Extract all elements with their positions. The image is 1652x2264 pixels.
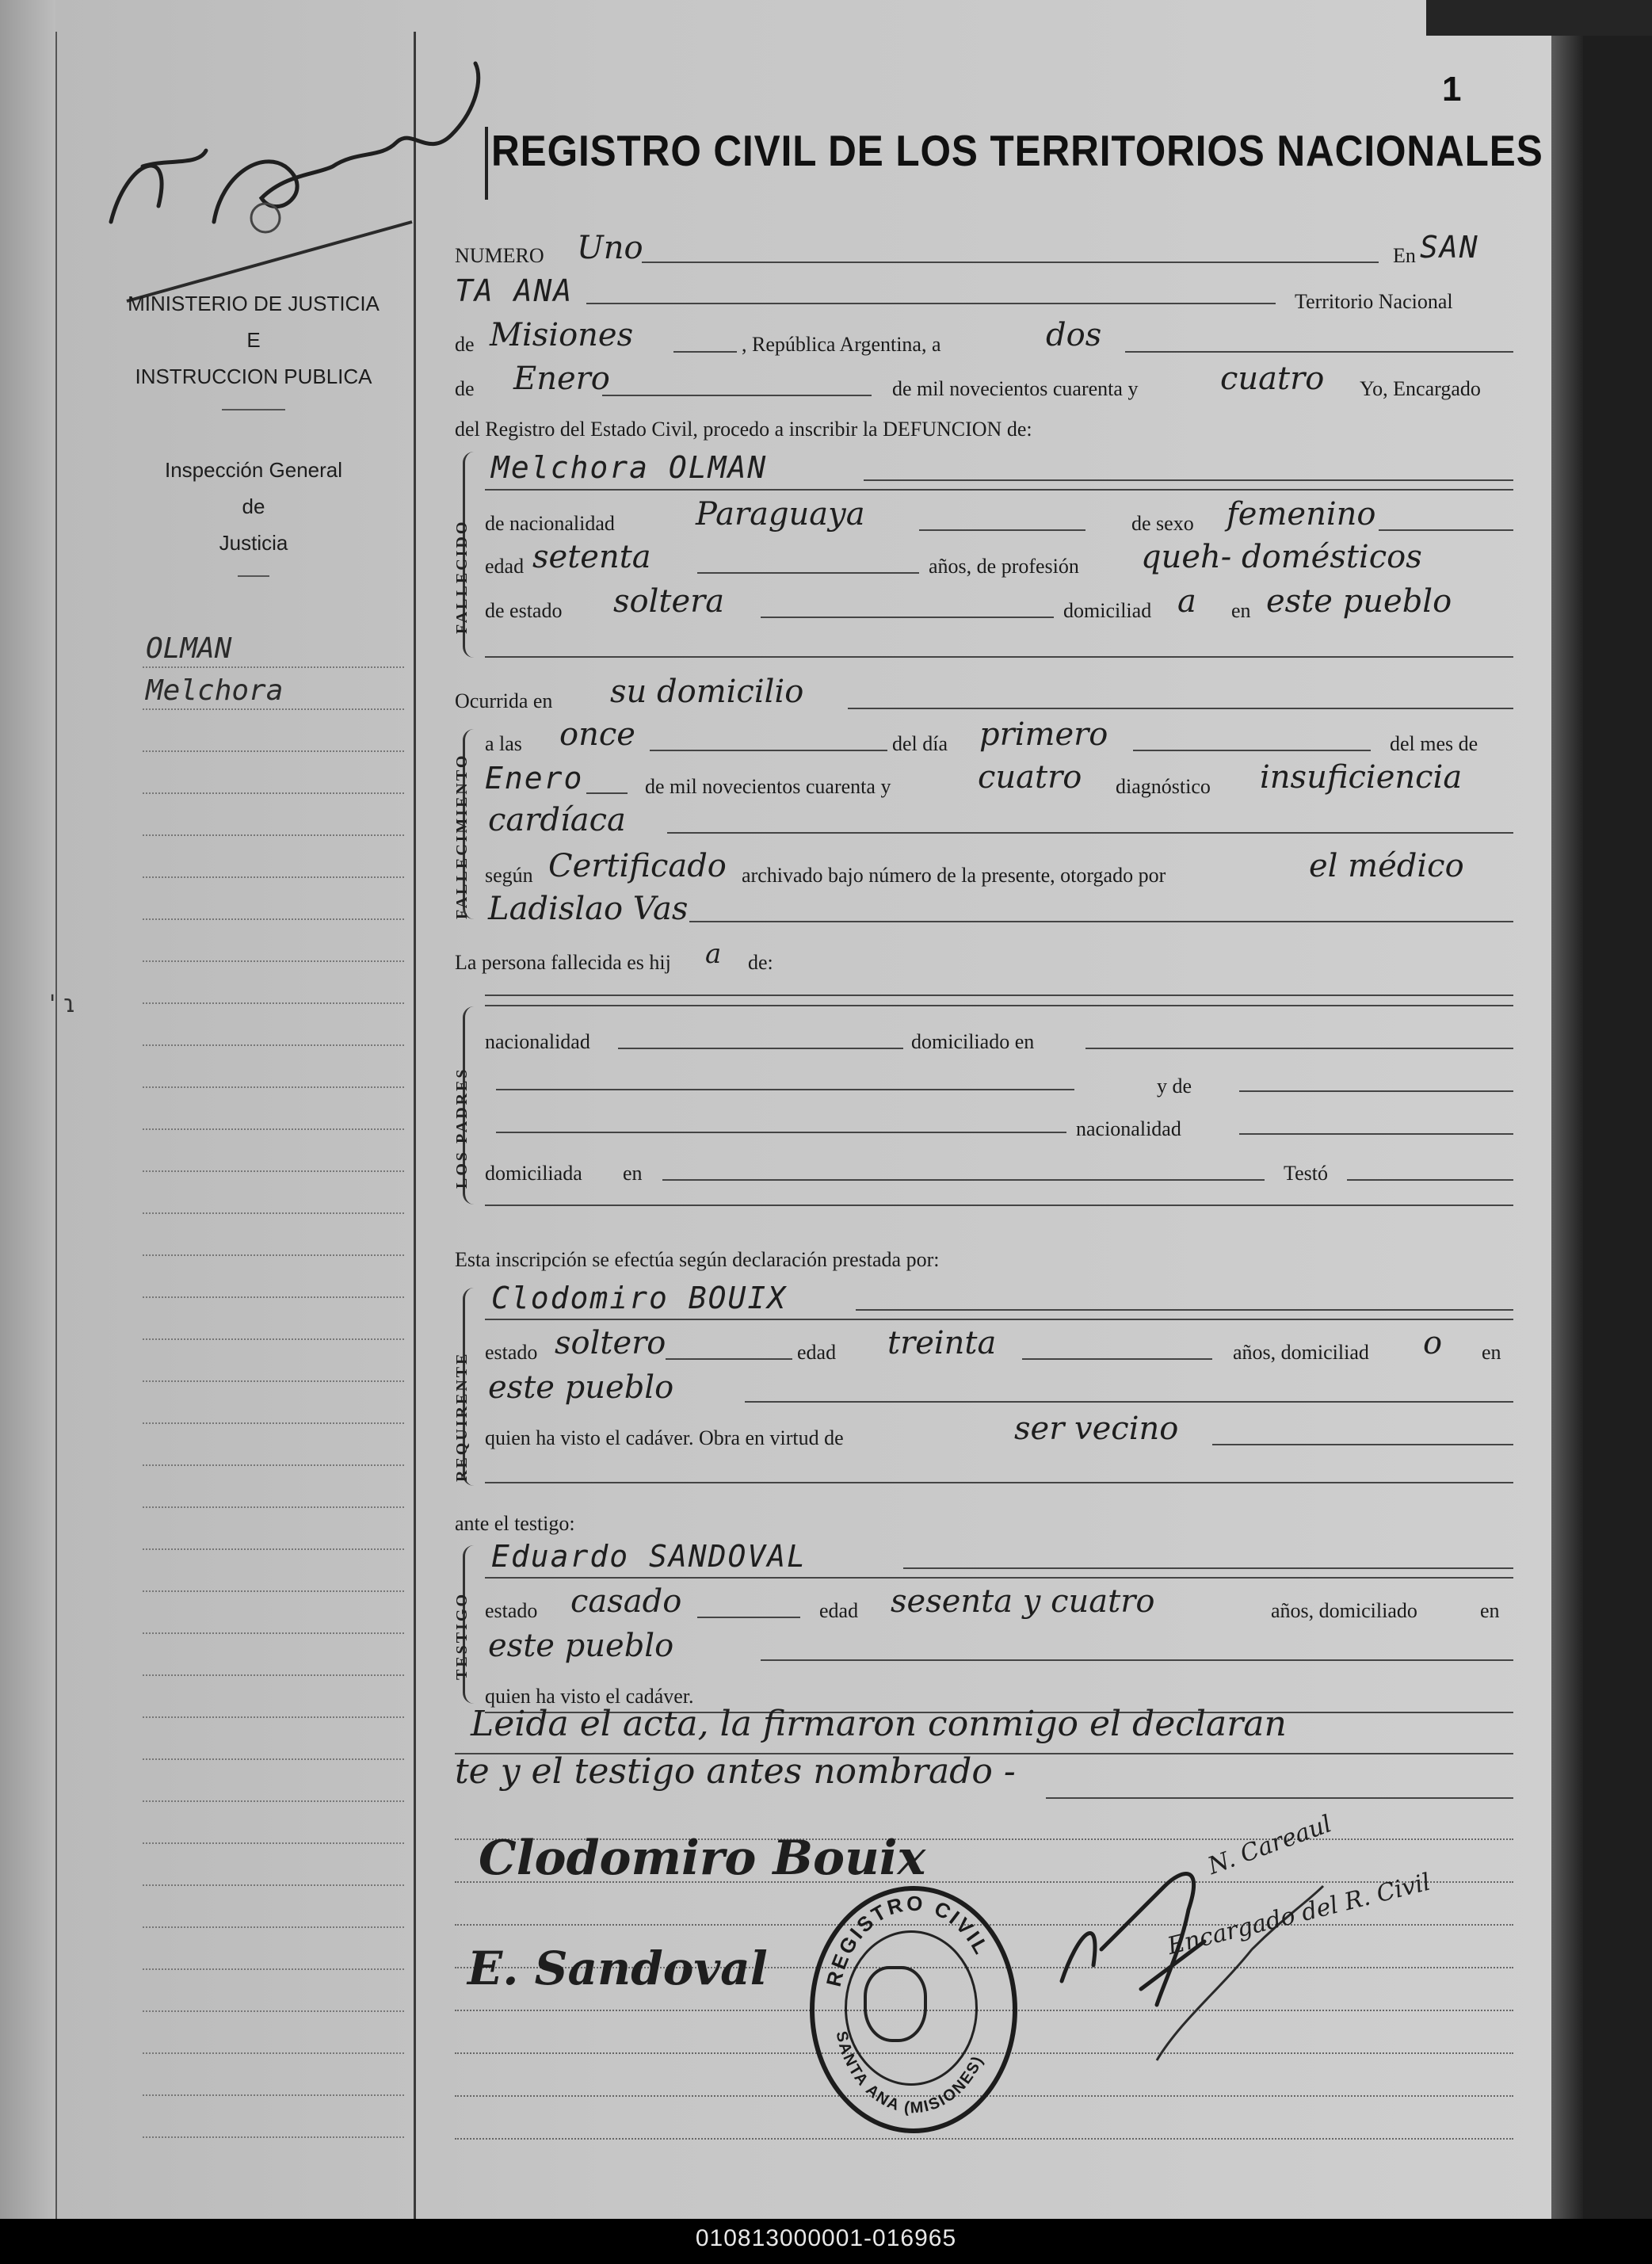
estado-label: estado: [485, 1341, 538, 1364]
coat-of-arms-icon: [864, 1966, 927, 2042]
margin-name-lines: [143, 626, 404, 2138]
ministry-line-1: MINISTERIO DE JUSTICIA: [128, 292, 380, 315]
nacionalidad2-label: nacionalidad: [1076, 1117, 1181, 1140]
mes-value: Enero: [513, 361, 610, 397]
numero-label: NUMERO: [455, 244, 544, 267]
inspection-line-3: Justicia: [219, 531, 288, 555]
requirente-name: Clodomiro BOUIX: [491, 1281, 788, 1315]
document-title: REGISTRO CIVIL DE LOS TERRITORIOS NACIONALES: [491, 126, 1543, 175]
dia-value: primero: [979, 716, 1108, 753]
divider: [238, 575, 269, 577]
book-binding: [0, 0, 55, 2219]
en-label: en: [1231, 599, 1251, 622]
domiciliado-label: domiciliado en: [911, 1030, 1035, 1053]
virtud-value: ser vecino: [1014, 1411, 1179, 1447]
encargado-label: Yo, Encargado: [1360, 377, 1481, 400]
anio-label: de mil novecientos cuarenta y: [892, 377, 1139, 400]
fallecido-name: Melchora OLMAN: [491, 450, 768, 485]
hijo-suffix: a: [705, 938, 722, 970]
edad-value: treinta: [887, 1325, 997, 1361]
domicilio-label: domiciliad: [1063, 599, 1152, 622]
nacionalidad-label: de nacionalidad: [485, 512, 615, 535]
de-label: de: [455, 333, 475, 356]
en-label: en: [1482, 1341, 1501, 1364]
estado-value: casado: [570, 1583, 682, 1620]
archivado-label: archivado bajo número de la presente, otorgado por: [742, 864, 1166, 887]
title-bracket: [485, 127, 488, 200]
book-corner: [1426, 0, 1652, 36]
fallecimiento-section-label: FALLECIMIENTO: [453, 753, 471, 919]
inspection-line-2: de: [242, 494, 265, 518]
territorio-label: Territorio Nacional: [1295, 290, 1453, 313]
visto-label: quien ha visto el cadáver. Obra en virtud de: [485, 1426, 844, 1449]
requirente-intro: Esta inscripción se efectúa según declaración prestada por:: [455, 1248, 940, 1271]
estado-label: estado: [485, 1599, 538, 1622]
domiciliada-label: domiciliada: [485, 1162, 582, 1185]
y-de-label: y de: [1157, 1075, 1192, 1098]
stamp-bottom-text: SANTA ANA (MISIONES): [832, 2029, 987, 2117]
domicilio-value: este pueblo: [488, 1628, 674, 1664]
declarante-signature: Clodomiro Bouix: [479, 1831, 926, 1886]
en-label: En: [1393, 244, 1416, 267]
mes-value: Enero: [485, 761, 584, 796]
a-las-label: a las: [485, 732, 522, 755]
padres-section-label: LOS PADRES: [453, 1067, 471, 1189]
territorio-value: Misiones: [490, 317, 634, 353]
edad-label: edad: [797, 1341, 837, 1364]
profesion-label: años, de profesión: [929, 555, 1079, 578]
padres-de-label: de:: [748, 951, 773, 974]
closing-line-2: te y el testigo antes nombrado -: [455, 1751, 1016, 1792]
encargado-title: Encargado del R. Civil: [1165, 1868, 1433, 1960]
en-value-2: TA ANA: [455, 273, 574, 308]
hijo-label: La persona fallecida es hij: [455, 951, 671, 974]
dia-value: dos: [1046, 317, 1102, 353]
intro-label: del Registro del Estado Civil, procedo a inscribir la DEFUNCION de:: [455, 418, 1032, 441]
anio-value: cuatro: [978, 759, 1082, 796]
inspection-line-1: Inspección General: [164, 458, 343, 482]
ministry-line-2: E: [246, 328, 261, 352]
anio-label: de mil novecientos cuarenta y: [645, 775, 891, 798]
page-number: 1: [1442, 70, 1462, 109]
closing-line-1: Leida el acta, la firmaron conmigo el declaran: [471, 1704, 1287, 1744]
segun-label: según: [485, 864, 533, 887]
estado-value: soltera: [613, 583, 725, 620]
ministry-line-3: INSTRUCCION PUBLICA: [135, 365, 372, 388]
domicilio-value: este pueblo: [1266, 583, 1452, 620]
stamp-top-text: REGISTRO CIVIL: [821, 1891, 995, 1989]
testigo-intro: ante el testigo:: [455, 1512, 575, 1535]
edad-label: edad: [485, 555, 525, 578]
inspection-heading: [111, 452, 396, 591]
edad-value: setenta: [532, 539, 651, 575]
en-label: en: [1480, 1599, 1500, 1622]
edad-label: edad: [819, 1599, 859, 1622]
visto-label: quien ha visto el cadáver.: [485, 1685, 694, 1708]
binding-mark: ' ɿ: [49, 991, 76, 1018]
ministry-heading: [111, 285, 396, 425]
anio-value: cuatro: [1220, 361, 1325, 397]
divider: [222, 409, 285, 410]
hora-value: once: [559, 716, 635, 753]
testigo-signature: E. Sandoval: [467, 1941, 768, 1995]
margin-surname: OLMAN: [146, 632, 232, 665]
sexo-label: de sexo: [1131, 512, 1194, 535]
diagnostico-value-1: insuficiencia: [1260, 759, 1463, 796]
segun-value: Certificado: [548, 848, 727, 884]
padres-en-label: en: [623, 1162, 643, 1185]
requirente-section-label: REQUIRENTE: [453, 1351, 471, 1482]
edad-value: sesenta y cuatro: [891, 1583, 1155, 1620]
civil-registry-stamp: [810, 1886, 1017, 2133]
ocurrida-label: Ocurrida en: [455, 689, 553, 712]
encargado-name: N. Careaul: [1204, 1810, 1336, 1880]
republica-label: , República Argentina, a: [742, 333, 941, 356]
del-dia-label: del día: [892, 732, 948, 755]
domicilio-suffix: o: [1423, 1325, 1443, 1361]
domicilio-value: este pueblo: [488, 1369, 674, 1406]
scan-id: 010813000001-016965: [695, 2225, 957, 2251]
anios-label: años, domiciliado: [1271, 1599, 1417, 1622]
testigo-section-label: TESTIGO: [453, 1591, 471, 1680]
profesion-value: queh- domésticos: [1141, 539, 1422, 575]
medico-value: Ladislao Vas: [488, 891, 689, 927]
diagnostico-label: diagnóstico: [1116, 775, 1211, 798]
book-edge: [1551, 0, 1652, 2219]
del-mes-label: del mes de: [1390, 732, 1478, 755]
nacionalidad-value: Paraguaya: [696, 496, 865, 533]
estado-value: soltero: [555, 1325, 666, 1361]
anios-label: años, domiciliad: [1233, 1341, 1369, 1364]
margin-given-name: Melchora: [146, 674, 284, 707]
diagnostico-value-2: cardíaca: [488, 802, 626, 838]
numero-value: Uno: [577, 230, 643, 266]
testo-label: Testó: [1284, 1162, 1328, 1185]
nacionalidad-label: nacionalidad: [485, 1030, 590, 1053]
fallecido-section-label: FALLECIDO: [453, 519, 471, 634]
de2-label: de: [455, 377, 475, 400]
en-value-1: SAN: [1420, 230, 1479, 265]
ocurrida-value: su domicilio: [610, 674, 804, 710]
sexo-value: femenino: [1227, 496, 1376, 533]
estado-label: de estado: [485, 599, 563, 622]
otorgado-value: el médico: [1309, 848, 1464, 884]
domicilio-suffix: a: [1177, 583, 1196, 620]
testigo-name: Eduardo SANDOVAL: [491, 1539, 807, 1574]
